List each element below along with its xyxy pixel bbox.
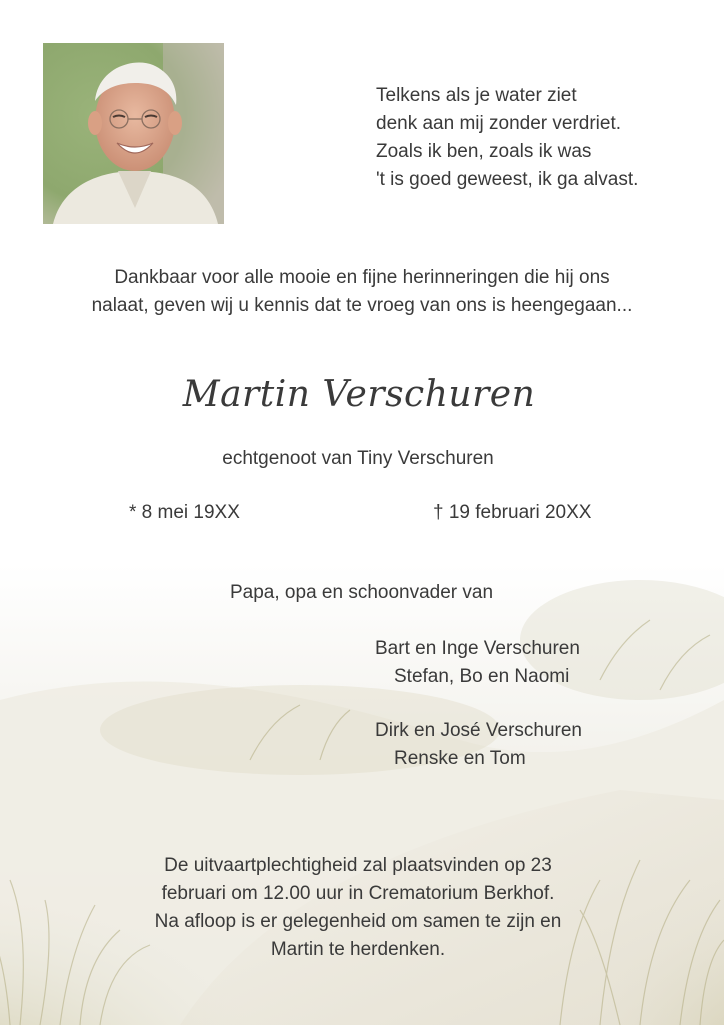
birth-date: * 8 mei 19XX bbox=[129, 502, 240, 523]
deceased-name: Martin Verschuren bbox=[182, 374, 536, 415]
intro-text bbox=[0, 264, 724, 320]
portrait-photo bbox=[43, 43, 224, 224]
poem-line: 't is goed geweest, ik ga alvast. bbox=[376, 169, 639, 190]
family-group bbox=[375, 635, 705, 691]
death-date: † 19 februari 20XX bbox=[433, 502, 592, 523]
family-children: Stefan, Bo en Naomi bbox=[394, 666, 570, 687]
intro-line: nalaat, geven wij u kennis dat te vroeg van ons is heengegaan... bbox=[91, 295, 633, 316]
poem bbox=[376, 82, 706, 194]
funeral-line: De uitvaartplechtigheid zal plaatsvinden op 23 bbox=[164, 855, 552, 876]
poem-line: denk aan mij zonder verdriet. bbox=[376, 113, 622, 134]
spouse-line: echtgenoot van Tiny Verschuren bbox=[222, 448, 494, 469]
funeral-line: februari om 12.00 uur in Crematorium Berkhof. bbox=[161, 883, 555, 904]
family-parents: Bart en Inge Verschuren bbox=[375, 638, 580, 659]
family-children: Renske en Tom bbox=[394, 748, 526, 769]
funeral-line: Martin te herdenken. bbox=[270, 939, 446, 960]
family-relation: Papa, opa en schoonvader van bbox=[230, 582, 494, 603]
intro-line: Dankbaar voor alle mooie en fijne herinneringen die hij ons bbox=[114, 267, 610, 288]
funeral-notice bbox=[0, 852, 716, 964]
family-group bbox=[375, 717, 705, 773]
poem-line: Zoals ik ben, zoals ik was bbox=[376, 141, 592, 162]
poem-line: Telkens als je water ziet bbox=[376, 85, 577, 106]
family-parents: Dirk en José Verschuren bbox=[375, 720, 582, 741]
funeral-line: Na afloop is er gelegenheid om samen te zijn en bbox=[154, 911, 562, 932]
